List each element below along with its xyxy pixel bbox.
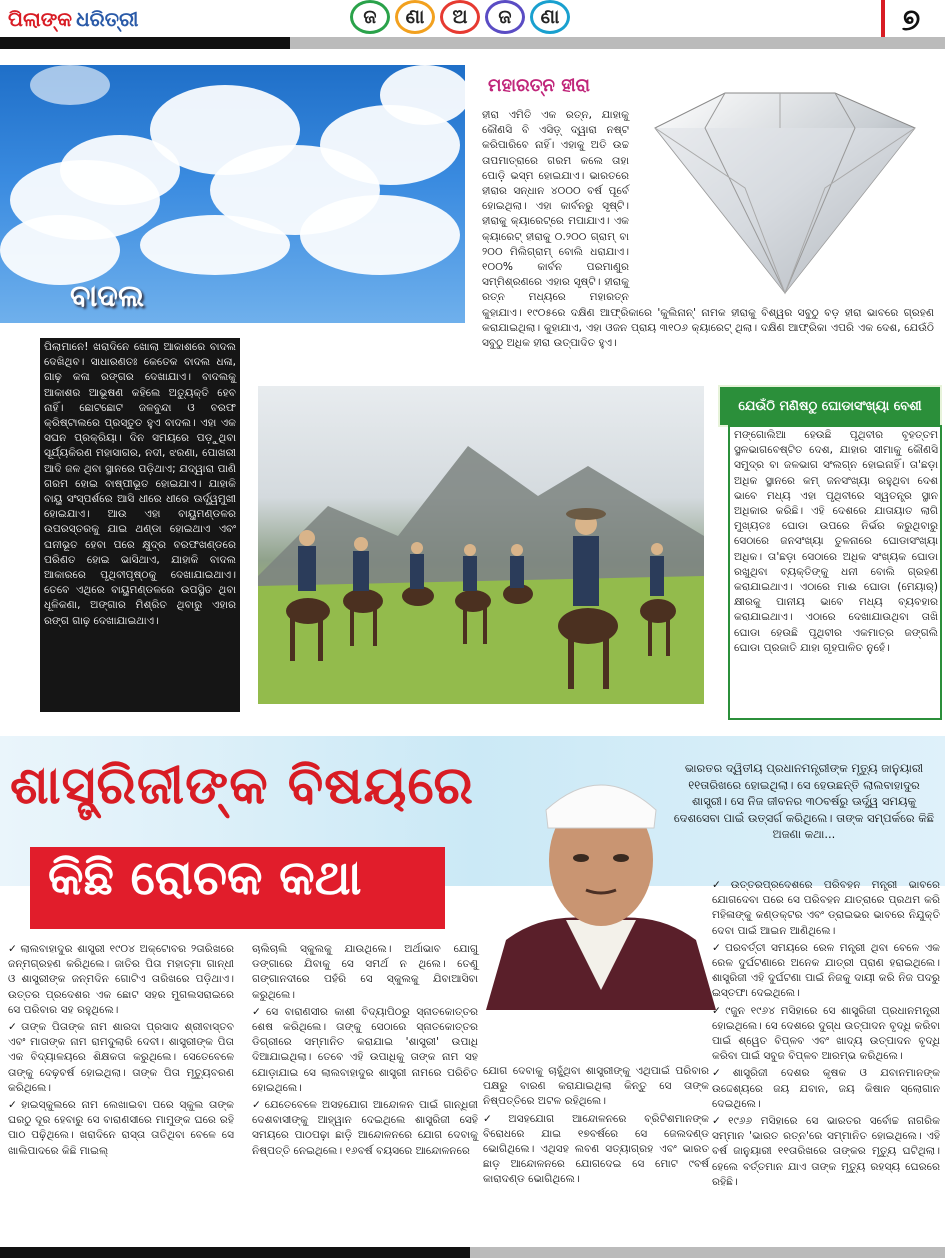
pill-1: ଜ [350,0,390,34]
diamond-heading: ମହାରତ୍ନ ହୀରା [488,75,590,96]
pill-2: ଣା [395,0,435,34]
shastri-portrait [486,740,716,1010]
diamond-text-float-spacer [629,108,934,303]
badal-article: ପିଲାମାନେ! ଖରାଦିନେ ଖୋଲା ଆକାଶରେ ବାଦଲ ଦେଖିଥିବ। ସାଧାରଣତଃ କେତେକ ବାଦଲ ଧଳା, ଗାଢ଼ କଳା ରଙ୍ଗର ଦେଖାଯାଏ। ବାଦଲକୁ ଆକାଶର ଆଭୂଷଣ କହିଲେ ଅତ୍ୟୁକ୍ତି ହେବ ନାହିଁ। ଛୋଟଛୋଟ ଜଳବୁନ୍ଦା ଓ ବରଫ କ୍ରିଷ୍ଟାଲରେ ପ୍ରସ୍ତୁତ ହୁଏ ବାଦଲ। ଏହା ଏକ ସଘନ ପ୍ରକ୍ରିୟା। ଦିନ ସମୟରେ ପଡ଼ୁଥିବା ସୂର୍ଯ୍ୟକିରଣ ମହାସାଗର, ନଦୀ, ଝରଣା, ପୋଖରୀ ଆଦି ଜଳ ଥିବା ସ୍ଥାନରେ ପଡ଼ିଥାଏ; ଯଦ୍ୱାରା ପାଣି ଗରମ ହୋଇ ବାଷ୍ପୀଭୂତ ହୋଇଯାଏ। ଯାହାକି ବାୟୁ ସଂସ୍ପର୍ଶରେ ଆସି ଧୀରେ ଧୀରେ ଊର୍ଦ୍ଧ୍ୱମୁଖୀ ହୋଇଯାଏ। ଆଉ ଏହା ବାୟୁମଣ୍ଡଳର ଉପରସ୍ତରକୁ ଯାଇ ଥଣ୍ଡା ହୋଇଥାଏ ଏବଂ ଘନୀଭୂତ ହେବା ପରେ କ୍ଷୁଦ୍ର ବରଫଖଣ୍ଡରେ ପରିଣତ ହୋଇ ଭାସିଥାଏ, ଯାହାକି ବାଦଲ ଆକାରରେ ପୃଥିବୀପୃଷ୍ଠକୁ ଦେଖାଯାଇଥାଏ। ତେବେ ଏଥିରେ ବାୟୁମଣ୍ଡଳରେ ଉପସ୍ଥିତ ଥିବା ଧୂଳିକଣା, ଅଙ୍ଗାର ମିଶ୍ରିତ ଥିବାରୁ ଏହାର ରଙ୍ଗ ଗାଢ଼ ଦେଖାଯାଇଥାଏ। [44,341,236,627]
shastri-fact-continued: ଚାଲିଚାଲି ସ୍କୁଲକୁ ଯାଉଥିଲେ। ଅର୍ଥାଭାବ ଯୋଗୁ ଡଙ୍ଗାରେ ଯିବାକୁ ସେ ସମର୍ଥ ନ ଥିଲେ। ତେଣୁ ଗଙ୍ଗାନଦୀରେ ପହଁରି ସେ ସ୍କୁଲକୁ ଯିବାଆସିବା କରୁଥିଲେ। [252,943,478,1001]
shastri-title-line2: କିଛି ରୋଚକ କଥା [48,850,362,906]
shastri-fact: ✓ ୧୯୬୬ ମସିହାରେ ସେ ଭାରତର ସର୍ବୋଚ୍ଚ ନାଗରିକ ସମ୍ମାନ 'ଭାରତ ରତ୍ନ'ରେ ସମ୍ମାନିତ ହୋଇଥିଲେ। ଏହି ବର୍ଷ ଜାନୁୟାରୀ ୧୧ତାରିଖରେ ତାଙ୍କର ମୃତ୍ୟୁ ଘଟିଥିଲା। ହେଲେ ବର୍ତ୍ତମାନ ଯାଏ ତାଙ୍କ ମୃତ୍ୟୁ ରହସ୍ୟ ଘେରରେ ରହିଛି। [712,1114,940,1190]
section-title-pills [350,0,570,34]
footer-rule-dark [0,1247,470,1258]
shastri-fact: ✓ ତାଙ୍କ ପିତାଙ୍କ ନାମ ଶାରଦା ପ୍ରସାଦ ଶ୍ରୀବାସ୍ତବ ଏବଂ ମାତାଙ୍କ ନାମ ରାମଦୁଲାରି ଦେବୀ। ଶାସ୍ତ୍ରୀଙ୍କ ପିତା ଏକ ବିଦ୍ୟାଳୟରେ ଶିକ୍ଷକତା କରୁଥିଲେ। ସେତେବେଳେ ତାଙ୍କୁ ଦେଢ଼ବର୍ଷ ହୋଇଥିଲା। ତାଙ୍କ ପିତା ମୃତ୍ୟୁବରଣ କରିଥିଲେ। [8,1020,234,1096]
page-number: ୭ [881,0,937,40]
logo-part2: ଧରିତ୍ରୀ [76,7,139,31]
shastri-title-line1: ଶାସ୍ତ୍ରିଜୀଙ୍କ ବିଷୟରେ [10,756,474,816]
diamond-article [482,108,934,351]
shastri-fact: ✓ ଲାଲବାହାଦୁର ଶାସ୍ତ୍ରୀ ୧୯୦୪ ଅକ୍ଟୋବର ୨ତାରିଖରେ ଜନ୍ମଗ୍ରହଣ କରିଥିଲେ। ଜାତିର ପିତା ମହାତ୍ମା ଗାନ୍ଧୀ ଓ ଶାସ୍ତ୍ରୀଙ୍କ ଜନ୍ମଦିନ ଗୋଟିଏ ତାରିଖରେ ପଡ଼ିଥାଏ। ଉତ୍ତର ପ୍ରଦେଶର ଏକ ଛୋଟ ସହର ମୁଗଲସରାଇରେ ସେ ପରିବାର ସହ ରହୁଥିଲେ। [8,942,234,1018]
header-rule-grey [290,37,945,49]
shastri-fact: ✓ ୯ଜୁନ ୧୯୬୪ ମସିହାରେ ସେ ଶାସ୍ତ୍ରିଜୀ ପ୍ରଧାନମନ୍ତ୍ରୀ ହୋଇଥିଲେ। ସେ ଦେଶରେ ଦୁଗ୍ଧ ଉତ୍ପାଦନ ବୃଦ୍ଧି କରିବା ପାଇଁ ଶ୍ୱେତ ବିପ୍ଳବ ଏବଂ ଖାଦ୍ୟ ଉତ୍ପାଦନ ବୃଦ୍ଧି କରିବା ପାଇଁ ସବୁଜ ବିପ୍ଳବ ଆରମ୍ଭ କରିଥିଲେ। [712,1004,940,1065]
mongolia-article: ମଙ୍ଗୋଲିଆ ହେଉଛି ପୃଥିବୀର ବୃହତ୍ତମ ସ୍ଥଳଭାଗବେଷ୍ଟିତ ଦେଶ, ଯାହାର ସୀମାକୁ କୌଣସି ସମୁଦ୍ର ବା ଜଳଭାଗ ସଂଲଗ୍ନ ହୋଇନାହିଁ। ତା'ଛଡ଼ା ଅଧିକ ସ୍ଥାନରେ କମ୍ ଜନସଂଖ୍ୟା ରହୁଥିବା ଦେଶ ଭାବେ ମଧ୍ୟ ଏହା ପୃଥିବୀରେ ସ୍ୱତନ୍ତ୍ର ସ୍ଥାନ ଅଧିକାର କରିଛି। ଏହି ଦେଶରେ ଯାତାୟାତ ଲାଗି ମୁଖ୍ୟତଃ ଘୋଡା ଉପରେ ନିର୍ଭର କରୁଥିବାରୁ ସେଠାରେ ଜନସଂଖ୍ୟା ତୁଳନାରେ ଘୋଡାସଂଖ୍ୟା ଅଧିକ। ତା'ଛଡ଼ା ସେଠାରେ ଅଧିକ ସଂଖ୍ୟକ ଘୋଡା ରଖୁଥିବା ବ୍ୟକ୍ତିଙ୍କୁ ଧନୀ ବୋଲି ଗ୍ରହଣ କରାଯାଇଥାଏ। ଏଠାରେ ମାଈ ଘୋଡା (ମେୟାର୍) କ୍ଷୀରକୁ ପାନୀୟ ଭାବେ ମଧ୍ୟ ବ୍ୟବହାର କରାଯାଇଥାଏ। ଏଠାରେ ଦେଖାଯାଉଥିବା ତାଖି ଘୋଡା ହେଉଛି ପୃଥିବୀର ଏକମାତ୍ର ଜଙ୍ଗଲି ଘୋଡା ପ୍ରଜାତି ଯାହା ଗୃହପାଳିତ ନୁହେଁ। [734,429,938,654]
shastri-fact: ✓ ହାଇସ୍କୁଲରେ ନାମ ଲେଖାଇବା ପରେ ସ୍କୁଲ ତାଙ୍କ ଘରଠୁ ଦୂର ହେବାରୁ ସେ ବାରାଣସୀରେ ମାମୁଙ୍କ ଘରେ ରହି ପାଠ ପଢ଼ିଥିଲେ। ଖରାଦିନେ ରାସ୍ତା ତାତିଥିବା ବେଳେ ସେ ଖାଲିପାଦରେ କିଛି ମାଇଲ୍ [8,1098,234,1159]
shastri-fact: ✓ ଅସହଯୋଗ ଆନ୍ଦୋଳନରେ ବ୍ରିଟିଶମାନଙ୍କ ବିରୋଧରେ ଯାଇ ୧୭ବର୍ଷରେ ସେ ଜେଲଦଣ୍ଡ ଭୋଗିଥିଲେ। ଏଥିସହ ଲବଣ ସତ୍ୟାଗ୍ରହ ଏବଂ ଭାରତ ଛାଡ଼ ଆନ୍ଦୋଳନରେ ଯୋଗଦେଇ ସେ ମୋଟ ୯ବର୍ଷ କାରାଦଣ୍ଡ ଭୋଗିଥିଲେ। [483,1112,709,1188]
horse-riders-image [258,386,704,704]
masthead-logo [8,4,140,34]
shastri-column-3 [483,1064,709,1190]
shastri-fact-continued: ଯୋଗ ଦେବାକୁ ଚାହୁଁଥିବା ଶାସ୍ତ୍ରୀଙ୍କୁ ଏଥିପାଇଁ ପରିବାର ପକ୍ଷରୁ ବାରଣ କରାଯାଇଥିଲା କିନ୍ତୁ ସେ ତାଙ୍କ ନିଷ୍ପତ୍ତିରେ ଅଟଳ ରହିଥିଲେ। [483,1065,709,1108]
shastri-fact: ✓ ସେ ବାରାଣସୀର କାଶୀ ବିଦ୍ୟାପିଠରୁ ସ୍ନାତକୋତ୍ତର ଶେଷ କରିଥିଲେ। ତାଙ୍କୁ ସେଠାରେ ସ୍ନାତକୋତ୍ତର ଡିଗ୍ରୀରେ ସମ୍ମାନିତ କରାଯାଇ 'ଶାସ୍ତ୍ରୀ' ଉପାଧି ଦିଆଯାଇଥିଲା। ତେବେ ଏହି ଉପାଧିକୁ ତାଙ୍କ ନାମ ସହ ଯୋଡ଼ାଯାଇ ସେ ଲାଲବାହାଦୁର ଶାସ୍ତ୍ରୀ ନାମରେ ପରିଚିତ ହୋଇଥିଲେ। [252,1005,478,1096]
shastri-fact: ✓ ଯେତେବେଳେ ଅସହଯୋଗ ଆନ୍ଦୋଳନ ପାଇଁ ଗାନ୍ଧିଜୀ ଦେଶବାସୀଙ୍କୁ ଆହ୍ୱାନ ଦେଇଥିଲେ ଶାସ୍ତ୍ରିଜୀ ସେହି ସମୟରେ ପାଠପଢ଼ା ଛାଡ଼ି ଆନ୍ଦୋଳନରେ ଯୋଗ ଦେବାକୁ ନିଷ୍ପତ୍ତି ନେଇଥିଲେ। ୧୬ବର୍ଷ ବୟସରେ ଆନ୍ଦୋଳନରେ [252,1098,478,1159]
shastri-fact: ✓ ଶାସ୍ତ୍ରିଜୀ ଦେଶର କୃଷକ ଓ ଯବାନମାନଙ୍କ ଉଦ୍ଦେଶ୍ୟରେ ଜୟ ଯବାନ, ଜୟ କିଷାନ ସ୍ଲୋଗାନ ଦେଇଥିଲେ। [712,1066,940,1112]
shastri-fact: ✓ ଉତ୍ତରପ୍ରଦେଶରେ ପରିବହନ ମନ୍ତ୍ରୀ ଭାବରେ ଯୋଗଦେବା ପରେ ସେ ପରିବହନ ଯାତ୍ରାରେ ପ୍ରଥମ କରି ମହିଳାଙ୍କୁ କଣ୍ଡକ୍ଟର ଏବଂ ଡ୍ରାଇଭର ଭାବରେ ନିଯୁକ୍ତି ଦେବା ପାଇଁ ଆଇନ ଆଣିଥିଲେ। [712,878,940,939]
shastri-column-1 [8,942,234,1161]
pill-5: ଣା [530,0,570,34]
mongolia-heading: ଯେଉଁଠି ମଣିଷଠୁ ଘୋଡାସଂଖ୍ୟା ବେଶୀ [718,385,942,427]
footer-rule-grey [470,1247,945,1258]
shastri-column-4 [712,878,940,1192]
logo-part1: ପିଲାଙ୍କ [8,7,73,31]
pill-3: ଅ [440,0,480,34]
shastri-column-2 [252,942,478,1161]
diamond-article-text: ହୀରା ଏମିତି ଏକ ରତ୍ନ, ଯାହାକୁ କୌଣସି ବି ଏସିଡ଼୍ ଦ୍ୱାରା ନଷ୍ଟ କରିପାରିବେ ନାହିଁ। ଏହାକୁ ଅତି ଉଚ୍ଚ ତାପମାତ୍ରାରେ ଗରମ କଲେ ତାହା ପୋଡ଼ି ଭସ୍ମ ହୋଇଯାଏ। ଭାରତରେ ହୀରାର ସନ୍ଧାନ ୪୦୦୦ ବର୍ଷ ପୂର୍ବେ ହୋଇଥିଲା। ଏହା କାର୍ବନରୁ ସୃଷ୍ଟି। ହୀରାକୁ କ୍ୟାରେଟ୍‌ରେ ମପାଯାଏ। ଏକ କ୍ୟାରେଟ୍ ହୀରାକୁ ୦.୨୦୦ ଗ୍ରାମ୍ ବା ୨୦୦ ମିଲିଗ୍ରାମ୍ ବୋଲି ଧରାଯାଏ। ୧୦୦% କାର୍ବନ ପରମାଣୁର ସମ୍ମିଶ୍ରଣରେ ଏହାର ସୃଷ୍ଟି। ହୀରାକୁ ରତ୍ନ ମଧ୍ୟରେ ମହାରତ୍ନ କୁହାଯାଏ। ୧୯୦୫ରେ ଦକ୍ଷିଣ ଆଫ୍ରିକାରେ 'କୁଲିନାନ୍' ନାମକ ହୀରାକୁ ବିଶ୍ୱର ସବୁଠୁ ବଡ଼ ହୀରା ଭାବରେ ଗ୍ରହଣ କରାଯାଇଥିଲା। କୁହାଯାଏ, ଏହା ଓଜନ ପ୍ରାୟ ୩୧୦୬ କ୍ୟାରେଟ୍ ଥିଲା। ଦକ୍ଷିଣ ଆଫ୍ରିକା ଏପରି ଏକ ଦେଶ, ଯେଉଁଠି ସବୁଠୁ ଅଧିକ ହୀରା ଉତ୍ପାଦିତ ହୁଏ। [482,109,934,350]
header-rule-dark [0,37,290,49]
shastri-intro: ଭାରତର ଦ୍ୱିତୀୟ ପ୍ରଧାନମନ୍ତ୍ରୀଙ୍କ ମୃତ୍ୟୁ ଜାନୁୟାରୀ ୧୧ତାରିଖରେ ହୋଇଥିଲା। ସେ ହେଉଛନ୍ତି ଲାଲବାହାଦୁର ଶାସ୍ତ୍ରୀ। ସେ ନିଜ ଜୀବନର ୩୦ବର୍ଷରୁ ଊର୍ଦ୍ଧ୍ୱ ସମୟକୁ ଦେଶସେବା ପାଇଁ ଉତ୍ସର୍ଗ କରିଥିଲେ। ତାଙ୍କ ସମ୍ପର୍କରେ କିଛି ଅଜଣା କଥା... [673,761,935,841]
pill-4: ଜ [485,0,525,34]
badal-title: ବାଦଲ [70,279,145,314]
sky-clouds-image [0,65,465,323]
shastri-fact: ✓ ପରବର୍ତ୍ତୀ ସମୟରେ ରେଳ ମନ୍ତ୍ରୀ ଥିବା ବେଳେ ଏକ ରେଳ ଦୁର୍ଘଟଣାରେ ଅନେକ ଯାତ୍ରୀ ପ୍ରାଣ ହରାଇଥିଲେ। ଶାସ୍ତ୍ରିଜୀ ଏହି ଦୁର୍ଘଟଣା ପାଇଁ ନିଜକୁ ଦାୟୀ କରି ନିଜ ପଦରୁ ଇସ୍ତଫା ଦେଇଥିଲେ। [712,941,940,1002]
